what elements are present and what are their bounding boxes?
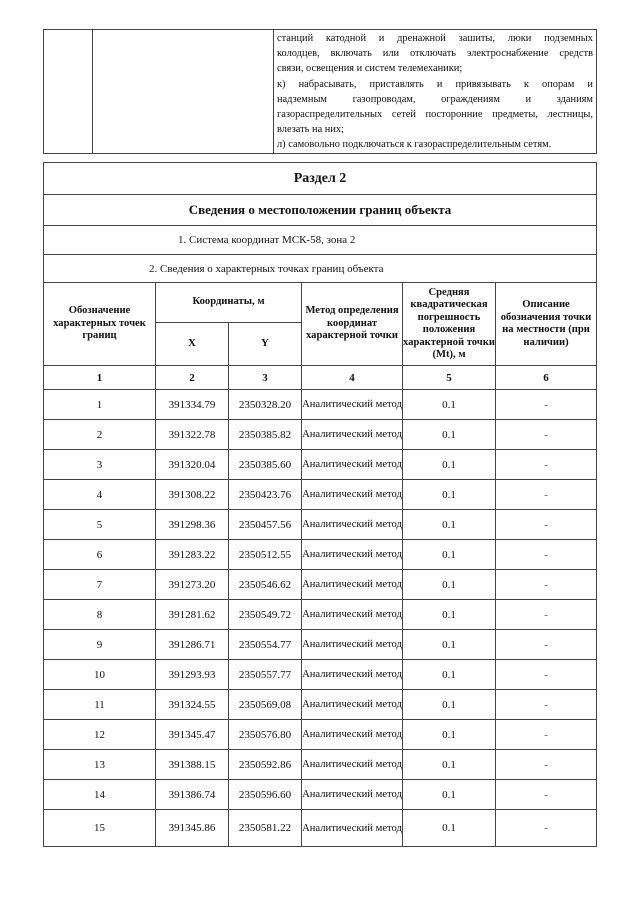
table-body — [44, 390, 597, 847]
table-row — [44, 390, 597, 420]
point-number-cell: 10 — [44, 660, 156, 690]
precision-cell: 0.1 — [403, 780, 496, 810]
method-cell: Аналитический метод — [302, 570, 403, 600]
coord-x-cell: 391298.36 — [156, 510, 229, 540]
header-description: Описание обозначения точки на местности (при наличии) — [496, 283, 597, 366]
col-number: 4 — [302, 366, 403, 390]
coord-y-cell: 2350554.77 — [229, 630, 302, 660]
point-number-cell: 8 — [44, 600, 156, 630]
coord-x-cell: 391388.15 — [156, 750, 229, 780]
description-cell: - — [496, 600, 597, 630]
point-number-cell: 14 — [44, 780, 156, 810]
description-cell: - — [496, 720, 597, 750]
coord-y-cell: 2350569.08 — [229, 690, 302, 720]
header-point: Обозначение характерных точек границ — [44, 283, 156, 366]
top-fragment-table — [43, 29, 597, 154]
point-number-cell: 6 — [44, 540, 156, 570]
coordinate-system: 1. Система координат МСК-58, зона 2 — [44, 226, 597, 255]
coord-y-cell: 2350385.82 — [229, 420, 302, 450]
point-number-cell: 11 — [44, 690, 156, 720]
table-row — [44, 510, 597, 540]
table-row — [44, 720, 597, 750]
precision-cell: 0.1 — [403, 390, 496, 420]
point-number-cell: 3 — [44, 450, 156, 480]
top-empty-cell-1 — [44, 30, 93, 154]
method-cell: Аналитический метод — [302, 720, 403, 750]
point-number-cell: 1 — [44, 390, 156, 420]
coord-y-cell: 2350549.72 — [229, 600, 302, 630]
method-cell: Аналитический метод — [302, 480, 403, 510]
table-row — [44, 540, 597, 570]
table-row — [44, 600, 597, 630]
point-number-cell: 5 — [44, 510, 156, 540]
precision-cell: 0.1 — [403, 450, 496, 480]
table-row — [44, 420, 597, 450]
description-cell: - — [496, 660, 597, 690]
precision-cell: 0.1 — [403, 660, 496, 690]
header-y: Y — [229, 323, 302, 366]
point-number-cell: 9 — [44, 630, 156, 660]
top-text-line: влезать на них; — [277, 124, 344, 136]
precision-cell: 0.1 — [403, 420, 496, 450]
coord-y-cell: 2350557.77 — [229, 660, 302, 690]
method-cell: Аналитический метод — [302, 540, 403, 570]
precision-cell: 0.1 — [403, 690, 496, 720]
description-cell: - — [496, 450, 597, 480]
coord-y-cell: 2350581.22 — [229, 810, 302, 847]
point-number-cell: 7 — [44, 570, 156, 600]
method-cell: Аналитический метод — [302, 630, 403, 660]
table-row — [44, 690, 597, 720]
method-cell: Аналитический метод — [302, 660, 403, 690]
precision-cell: 0.1 — [403, 720, 496, 750]
coord-x-cell: 391273.20 — [156, 570, 229, 600]
col-number: 2 — [156, 366, 229, 390]
coord-x-cell: 391320.04 — [156, 450, 229, 480]
description-cell: - — [496, 690, 597, 720]
method-cell: Аналитический метод — [302, 510, 403, 540]
characteristic-points-heading: 2. Сведения о характерных точках границ объекта — [44, 255, 597, 283]
coord-y-cell: 2350385.60 — [229, 450, 302, 480]
header-x: X — [156, 323, 229, 366]
top-text-line: колодцев, включать или отключать электроснабжение средств — [277, 48, 593, 60]
coord-x-cell: 391283.22 — [156, 540, 229, 570]
top-text-line: газораспределительных сетей посторонние предметы, лестницы, — [277, 109, 593, 121]
coord-x-cell: 391345.86 — [156, 810, 229, 847]
table-row — [44, 780, 597, 810]
table-row — [44, 450, 597, 480]
precision-cell: 0.1 — [403, 750, 496, 780]
coord-y-cell: 2350512.55 — [229, 540, 302, 570]
header-precision: Средняя квадратическая погрешность положения характерной точки (Mt), м — [403, 283, 496, 366]
header-method: Метод определения координат характерной точки — [302, 283, 403, 366]
precision-cell: 0.1 — [403, 600, 496, 630]
top-text-line: к) набрасывать, приставлять и привязывать к опорам и — [277, 78, 593, 90]
method-cell: Аналитический метод — [302, 390, 403, 420]
col-number: 6 — [496, 366, 597, 390]
top-fragment-row — [44, 30, 597, 154]
top-text-cell — [274, 30, 597, 154]
coord-y-cell: 2350592.86 — [229, 750, 302, 780]
coord-x-cell: 391286.71 — [156, 630, 229, 660]
table-row — [44, 570, 597, 600]
method-cell: Аналитический метод — [302, 810, 403, 847]
precision-cell: 0.1 — [403, 570, 496, 600]
coord-x-cell: 391308.22 — [156, 480, 229, 510]
coord-y-cell: 2350576.80 — [229, 720, 302, 750]
top-text-line: л) самовольно подключаться к газораспределительным сетям. — [277, 139, 552, 151]
top-text-line: связи, освещения и систем телемеханики; — [277, 63, 463, 75]
table-row — [44, 750, 597, 780]
coord-y-cell: 2350423.76 — [229, 480, 302, 510]
description-cell: - — [496, 480, 597, 510]
column-numbers-row — [44, 366, 597, 390]
point-number-cell: 2 — [44, 420, 156, 450]
description-cell: - — [496, 810, 597, 847]
point-number-cell: 12 — [44, 720, 156, 750]
coord-y-cell: 2350596.60 — [229, 780, 302, 810]
table-row — [44, 630, 597, 660]
col-number: 1 — [44, 366, 156, 390]
col-number: 3 — [229, 366, 302, 390]
method-cell: Аналитический метод — [302, 420, 403, 450]
point-number-cell: 13 — [44, 750, 156, 780]
method-cell: Аналитический метод — [302, 690, 403, 720]
precision-cell: 0.1 — [403, 480, 496, 510]
top-text-line: надземным газопроводам, ограждениям и зданиям — [277, 93, 593, 105]
section-subtitle: Сведения о местоположении границ объекта — [44, 195, 597, 226]
table-row — [44, 480, 597, 510]
top-text-block — [274, 30, 596, 153]
coord-y-cell: 2350457.56 — [229, 510, 302, 540]
table-row — [44, 660, 597, 690]
point-number-cell: 4 — [44, 480, 156, 510]
section-title: Раздел 2 — [44, 163, 597, 195]
coord-x-cell: 391324.55 — [156, 690, 229, 720]
coord-x-cell: 391345.47 — [156, 720, 229, 750]
precision-cell: 0.1 — [403, 630, 496, 660]
description-cell: - — [496, 420, 597, 450]
method-cell: Аналитический метод — [302, 780, 403, 810]
description-cell: - — [496, 630, 597, 660]
description-cell: - — [496, 780, 597, 810]
coord-x-cell: 391334.79 — [156, 390, 229, 420]
table-row — [44, 810, 597, 847]
method-cell: Аналитический метод — [302, 750, 403, 780]
precision-cell: 0.1 — [403, 510, 496, 540]
coord-x-cell: 391293.93 — [156, 660, 229, 690]
boundary-points-table — [43, 162, 597, 847]
precision-cell: 0.1 — [403, 540, 496, 570]
precision-cell: 0.1 — [403, 810, 496, 847]
description-cell: - — [496, 750, 597, 780]
coord-x-cell: 391281.62 — [156, 600, 229, 630]
col-number: 5 — [403, 366, 496, 390]
top-empty-cell-2 — [93, 30, 274, 154]
description-cell: - — [496, 510, 597, 540]
description-cell: - — [496, 390, 597, 420]
method-cell: Аналитический метод — [302, 600, 403, 630]
coord-x-cell: 391322.78 — [156, 420, 229, 450]
top-text-line: станций катодной и дренажной зашиты, люки подземных — [277, 33, 593, 44]
description-cell: - — [496, 540, 597, 570]
method-cell: Аналитический метод — [302, 450, 403, 480]
coord-y-cell: 2350546.62 — [229, 570, 302, 600]
coord-y-cell: 2350328.20 — [229, 390, 302, 420]
description-cell: - — [496, 570, 597, 600]
point-number-cell: 15 — [44, 810, 156, 847]
coord-x-cell: 391386.74 — [156, 780, 229, 810]
header-coords: Координаты, м — [156, 283, 302, 323]
